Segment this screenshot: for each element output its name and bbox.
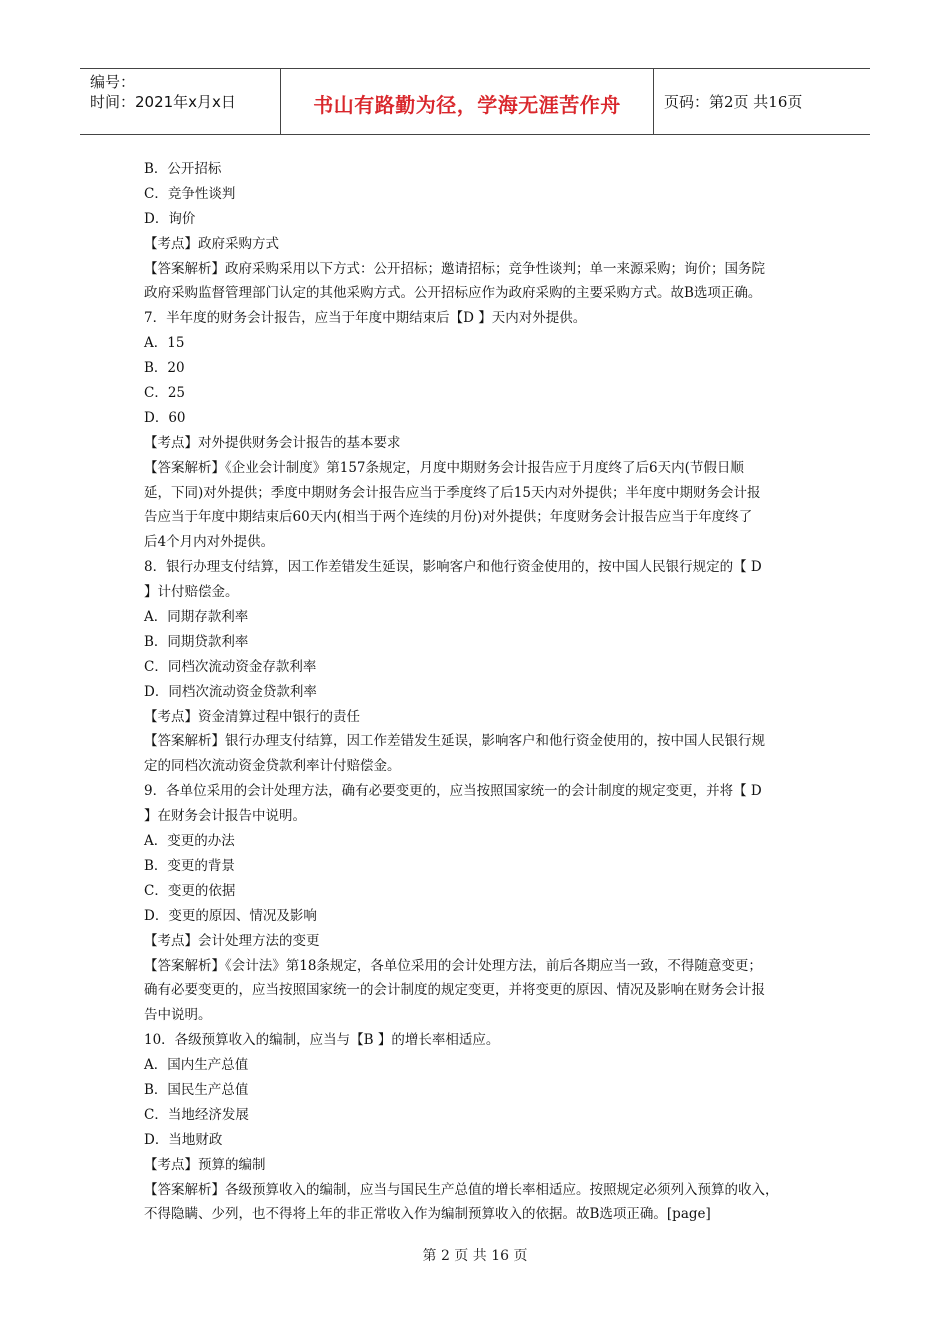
page-header bbox=[80, 68, 870, 135]
option-line: A．15 bbox=[144, 335, 185, 352]
text-line: 【答案解析】《会计法》第18条规定，各单位采用的会计处理方法，前后各期应当一致，不得随意变更； bbox=[144, 957, 762, 974]
option-line: A．国内生产总值 bbox=[144, 1057, 249, 1074]
question-line: 8．银行办理支付结算，因工作差错发生延误，影响客户和他行资金使用的，按中国人民银行规定的【 D bbox=[144, 559, 762, 576]
option-line: D．当地财政 bbox=[144, 1131, 223, 1148]
header-meta bbox=[80, 69, 281, 134]
text-line: 告中说明。 bbox=[144, 1007, 212, 1024]
option-line: B．同期贷款利率 bbox=[144, 633, 249, 650]
option-line: B．20 bbox=[144, 360, 185, 377]
question-line: 9．各单位采用的会计处理方法，确有必要变更的，应当按照国家统一的会计制度的规定变更，并将【 D bbox=[144, 783, 762, 800]
option-line: B．变更的背景 bbox=[144, 857, 235, 874]
text-line: 【答案解析】银行办理支付结算，因工作差错发生延误，影响客户和他行资金使用的，按中国人民银行规 bbox=[144, 733, 765, 750]
text-line: 定的同档次流动资金贷款利率计付赔偿金。 bbox=[144, 758, 401, 775]
question-line: 7．半年度的财务会计报告，应当于年度中期结束后【D 】天内对外提供。 bbox=[144, 310, 587, 327]
text-line: 政府采购监督管理部门认定的其他采购方式。公开招标应作为政府采购的主要采购方式。故B选项正确。 bbox=[144, 285, 762, 302]
document-body bbox=[144, 157, 820, 1227]
text-line: 告应当于年度中期结束后60天内(相当于两个连续的月份)对外提供；年度财务会计报告应当于年度终了 bbox=[144, 509, 753, 526]
text-line: C．竞争性谈判 bbox=[144, 185, 236, 202]
option-line: A．同期存款利率 bbox=[144, 609, 249, 626]
text-line: 【答案解析】各级预算收入的编制，应当与国民生产总值的增长率相适应。按照规定必须列入预算的收入， bbox=[144, 1181, 779, 1198]
option-line: C．变更的依据 bbox=[144, 882, 236, 899]
text-line: 【考点】政府采购方式 bbox=[144, 235, 279, 252]
text-line: 【考点】资金清算过程中银行的责任 bbox=[144, 708, 360, 725]
question-line: 10．各级预算收入的编制，应当与【B 】的增长率相适应。 bbox=[144, 1032, 500, 1049]
motto-text: 书山有路勤为径，学海无涯苦作舟 bbox=[313, 93, 621, 117]
text-line: 【考点】会计处理方法的变更 bbox=[144, 932, 320, 949]
text-line: 【答案解析】《企业会计制度》第157条规定，月度中期财务会计报告应于月度终了后6天内(节假日顺 bbox=[144, 459, 744, 476]
text-line: 延，下同)对外提供；季度中期财务会计报告应当于季度终了后15天内对外提供；半年度中期财务会计报 bbox=[144, 484, 761, 501]
page-footer: 第 2 页 共 16 页 bbox=[422, 1248, 528, 1264]
option-line: C．同档次流动资金存款利率 bbox=[144, 658, 317, 675]
option-line: B．国民生产总值 bbox=[144, 1081, 249, 1098]
text-line: B．公开招标 bbox=[144, 161, 222, 177]
text-line: D．询价 bbox=[144, 210, 196, 227]
text-line: 【考点】预算的编制 bbox=[144, 1156, 266, 1173]
option-line: D．60 bbox=[144, 409, 186, 426]
header-page-info: 页码：第2页 共16页 bbox=[664, 93, 803, 111]
text-line: 【答案解析】政府采购采用以下方式：公开招标；邀请招标；竞争性谈判；单一来源采购；询价；国务院 bbox=[144, 260, 765, 277]
header-motto-cell bbox=[281, 69, 654, 134]
option-line: A．变更的办法 bbox=[144, 833, 235, 850]
text-line: 【考点】对外提供财务会计报告的基本要求 bbox=[144, 434, 401, 451]
document-number-label: 编号： bbox=[90, 73, 136, 91]
option-line: C．当地经济发展 bbox=[144, 1106, 249, 1123]
text-line: 确有必要变更的，应当按照国家统一的会计制度的规定变更，并将变更的原因、情况及影响在财务会计报 bbox=[144, 982, 765, 999]
question-line: 】在财务会计报告中说明。 bbox=[144, 808, 306, 825]
text-line: 不得隐瞒、少列，也不得将上年的非正常收入作为编制预算收入的依据。故B选项正确。[page] bbox=[144, 1206, 711, 1223]
question-line: 】计付赔偿金。 bbox=[144, 584, 239, 601]
document-date: 时间：2021年x月x日 bbox=[90, 93, 236, 111]
option-line: C．25 bbox=[144, 385, 186, 402]
option-line: D．同档次流动资金贷款利率 bbox=[144, 683, 317, 700]
text-line: 后4个月内对外提供。 bbox=[144, 534, 275, 551]
option-line: D．变更的原因、情况及影响 bbox=[144, 907, 317, 924]
